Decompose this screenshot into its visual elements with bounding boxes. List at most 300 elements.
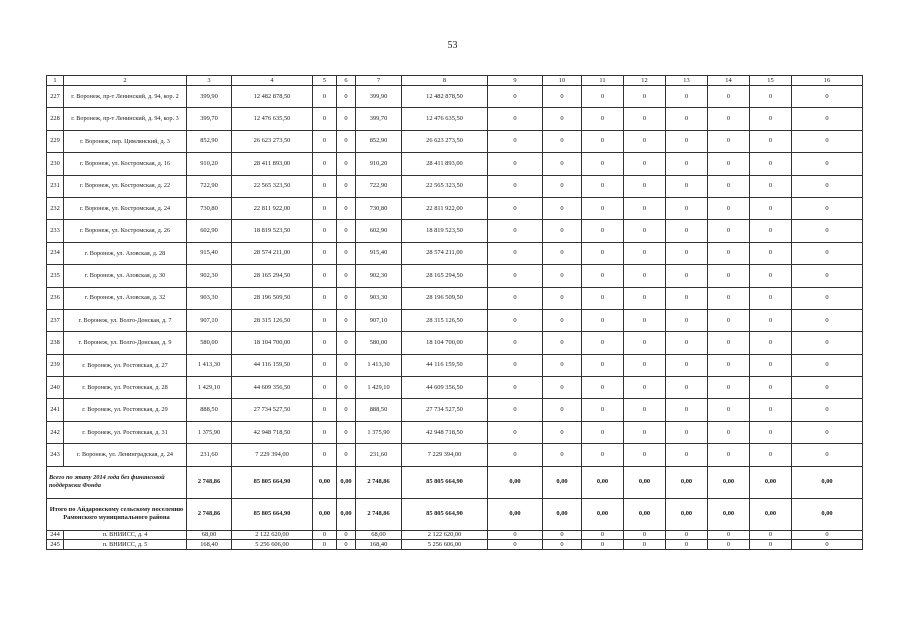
total-value: 0,00: [543, 498, 582, 530]
value-cell: 0: [666, 309, 708, 331]
value-cell: 1 375,90: [356, 421, 402, 443]
value-cell: 852,90: [187, 130, 232, 152]
value-cell: 0: [313, 287, 337, 309]
value-cell: 168,40: [356, 540, 402, 550]
value-cell: 0: [543, 220, 582, 242]
total-value: 0,00: [624, 466, 666, 498]
value-cell: 0: [582, 175, 624, 197]
value-cell: 0: [750, 530, 792, 540]
value-cell: 0: [543, 287, 582, 309]
value-cell: 18 104 700,00: [402, 332, 488, 354]
value-cell: 0: [337, 197, 356, 219]
total-value: 0,00: [313, 466, 337, 498]
value-cell: 0: [543, 175, 582, 197]
value-cell: 0: [624, 86, 666, 108]
value-cell: 0: [792, 197, 863, 219]
value-cell: 0: [750, 399, 792, 421]
value-cell: 18 819 523,50: [232, 220, 313, 242]
column-header: 15: [750, 76, 792, 86]
total-value: 0,00: [708, 466, 750, 498]
value-cell: 1 429,10: [356, 377, 402, 399]
value-cell: 28 196 509,50: [402, 287, 488, 309]
row-number: 241: [47, 399, 64, 421]
value-cell: 0: [488, 265, 543, 287]
value-cell: 0: [750, 309, 792, 331]
value-cell: 0: [708, 220, 750, 242]
value-cell: 907,10: [356, 309, 402, 331]
value-cell: 12 482 878,50: [232, 86, 313, 108]
value-cell: 0: [792, 153, 863, 175]
value-cell: 0: [313, 377, 337, 399]
value-cell: 0: [488, 354, 543, 376]
value-cell: 0: [666, 377, 708, 399]
value-cell: 12 476 635,50: [402, 108, 488, 130]
value-cell: 0: [624, 175, 666, 197]
value-cell: 0: [582, 377, 624, 399]
total-value: 2 748,86: [356, 498, 402, 530]
column-header: 4: [232, 76, 313, 86]
total-value: 85 805 664,90: [402, 498, 488, 530]
value-cell: 0: [337, 287, 356, 309]
value-cell: 0: [313, 332, 337, 354]
value-cell: 0: [543, 540, 582, 550]
total-value: 0,00: [750, 466, 792, 498]
page-number: 53: [447, 40, 458, 51]
row-number: 236: [47, 287, 64, 309]
value-cell: 0: [582, 287, 624, 309]
value-cell: 0: [792, 421, 863, 443]
value-cell: 0: [666, 530, 708, 540]
column-header: 7: [356, 76, 402, 86]
total-label: Всего по этапу 2014 года без финансовой поддержки Фонда: [47, 466, 187, 498]
value-cell: 0: [488, 153, 543, 175]
value-cell: 0: [666, 332, 708, 354]
value-cell: 1 413,30: [187, 354, 232, 376]
value-cell: 168,40: [187, 540, 232, 550]
value-cell: 0: [792, 354, 863, 376]
value-cell: 0: [624, 540, 666, 550]
value-cell: 0: [666, 287, 708, 309]
value-cell: 0: [582, 220, 624, 242]
value-cell: 0: [488, 108, 543, 130]
value-cell: 5 256 606,00: [232, 540, 313, 550]
address-cell: г. Воронеж, пр-т Ленинский, д. 94, кор. 2: [64, 86, 187, 108]
value-cell: 0: [708, 287, 750, 309]
value-cell: 0: [708, 242, 750, 264]
column-header: 13: [666, 76, 708, 86]
value-cell: 0: [488, 444, 543, 466]
value-cell: 231,60: [187, 444, 232, 466]
value-cell: 0: [708, 530, 750, 540]
value-cell: 602,90: [356, 220, 402, 242]
value-cell: 0: [708, 444, 750, 466]
value-cell: 0: [750, 220, 792, 242]
row-number: 242: [47, 421, 64, 443]
row-number: 228: [47, 108, 64, 130]
value-cell: 26 623 273,50: [232, 130, 313, 152]
value-cell: 0: [708, 421, 750, 443]
value-cell: 0: [750, 421, 792, 443]
value-cell: 0: [337, 108, 356, 130]
value-cell: 0: [750, 332, 792, 354]
value-cell: 0: [582, 197, 624, 219]
value-cell: 0: [337, 540, 356, 550]
value-cell: 0: [313, 540, 337, 550]
value-cell: 0: [708, 130, 750, 152]
value-cell: 399,90: [356, 86, 402, 108]
table-row: [47, 530, 863, 540]
value-cell: 0: [313, 399, 337, 421]
address-cell: г. Воронеж, ул. Ростовская, д. 27: [64, 354, 187, 376]
total-value: 0,00: [488, 466, 543, 498]
value-cell: 915,40: [187, 242, 232, 264]
value-cell: 22 811 922,00: [232, 197, 313, 219]
value-cell: 26 623 273,50: [402, 130, 488, 152]
address-cell: г. Воронеж, ул. Костромская, д. 22: [64, 175, 187, 197]
total-value: 0,00: [792, 466, 863, 498]
value-cell: 0: [792, 530, 863, 540]
value-cell: 0: [543, 530, 582, 540]
value-cell: 0: [337, 354, 356, 376]
total-row: [47, 498, 863, 530]
value-cell: 0: [582, 530, 624, 540]
value-cell: 18 104 700,00: [232, 332, 313, 354]
value-cell: 0: [624, 332, 666, 354]
value-cell: 852,90: [356, 130, 402, 152]
row-number: 227: [47, 86, 64, 108]
address-cell: г. Воронеж, ул. Костромская, д. 26: [64, 220, 187, 242]
value-cell: 0: [624, 287, 666, 309]
value-cell: 0: [337, 309, 356, 331]
value-cell: 907,10: [187, 309, 232, 331]
value-cell: 0: [750, 377, 792, 399]
table-row: [47, 108, 863, 130]
value-cell: 0: [666, 220, 708, 242]
value-cell: 888,50: [187, 399, 232, 421]
value-cell: 0: [543, 265, 582, 287]
table-row: [47, 444, 863, 466]
value-cell: 0: [543, 332, 582, 354]
value-cell: 730,80: [187, 197, 232, 219]
value-cell: 1 429,10: [187, 377, 232, 399]
value-cell: 722,90: [356, 175, 402, 197]
value-cell: 0: [313, 220, 337, 242]
value-cell: 0: [488, 220, 543, 242]
value-cell: 0: [666, 540, 708, 550]
value-cell: 0: [792, 242, 863, 264]
value-cell: 0: [624, 421, 666, 443]
value-cell: 0: [313, 444, 337, 466]
value-cell: 0: [488, 530, 543, 540]
address-cell: г. Воронеж, ул. Костромская, д. 16: [64, 153, 187, 175]
value-cell: 0: [337, 242, 356, 264]
address-cell: г. Воронеж, пр-т Ленинский, д. 94, кор. 3: [64, 108, 187, 130]
value-cell: 0: [488, 377, 543, 399]
value-cell: 0: [337, 377, 356, 399]
total-row: [47, 466, 863, 498]
table-row: [47, 265, 863, 287]
value-cell: 0: [792, 540, 863, 550]
row-number: 240: [47, 377, 64, 399]
value-cell: 0: [582, 265, 624, 287]
table-row: [47, 130, 863, 152]
value-cell: 0: [488, 421, 543, 443]
value-cell: 0: [337, 444, 356, 466]
value-cell: 18 819 523,50: [402, 220, 488, 242]
row-number: 233: [47, 220, 64, 242]
value-cell: 0: [708, 108, 750, 130]
value-cell: 68,00: [187, 530, 232, 540]
value-cell: 0: [582, 130, 624, 152]
value-cell: 0: [708, 175, 750, 197]
value-cell: 0: [488, 332, 543, 354]
address-cell: г. Воронеж, ул. Ростовская, д. 29: [64, 399, 187, 421]
value-cell: 0: [792, 220, 863, 242]
value-cell: 0: [750, 444, 792, 466]
value-cell: 28 411 893,00: [232, 153, 313, 175]
value-cell: 910,20: [356, 153, 402, 175]
value-cell: 0: [337, 399, 356, 421]
value-cell: 0: [708, 540, 750, 550]
value-cell: 0: [708, 309, 750, 331]
column-header: 8: [402, 76, 488, 86]
table-row: [47, 540, 863, 550]
value-cell: 0: [792, 265, 863, 287]
value-cell: 0: [666, 86, 708, 108]
value-cell: 0: [543, 354, 582, 376]
row-number: 244: [47, 530, 64, 540]
value-cell: 0: [543, 309, 582, 331]
value-cell: 2 122 620,00: [402, 530, 488, 540]
value-cell: 12 482 878,50: [402, 86, 488, 108]
value-cell: 0: [543, 377, 582, 399]
value-cell: 0: [337, 130, 356, 152]
value-cell: 0: [750, 175, 792, 197]
value-cell: 0: [543, 153, 582, 175]
value-cell: 42 948 718,50: [402, 421, 488, 443]
value-cell: 0: [624, 197, 666, 219]
value-cell: 7 229 394,00: [232, 444, 313, 466]
total-value: 0,00: [488, 498, 543, 530]
column-header: 9: [488, 76, 543, 86]
value-cell: 0: [543, 108, 582, 130]
value-cell: 7 229 394,00: [402, 444, 488, 466]
column-header: 3: [187, 76, 232, 86]
value-cell: 12 476 635,50: [232, 108, 313, 130]
value-cell: 0: [543, 421, 582, 443]
total-value: 85 805 664,90: [402, 466, 488, 498]
table-row: [47, 377, 863, 399]
value-cell: 0: [582, 86, 624, 108]
value-cell: 0: [708, 399, 750, 421]
total-value: 85 805 664,90: [232, 498, 313, 530]
value-cell: 0: [624, 130, 666, 152]
value-cell: 0: [792, 130, 863, 152]
value-cell: 0: [582, 108, 624, 130]
value-cell: 0: [313, 108, 337, 130]
value-cell: 0: [750, 86, 792, 108]
value-cell: 0: [337, 265, 356, 287]
value-cell: 0: [750, 265, 792, 287]
table-row: [47, 175, 863, 197]
table-row: [47, 399, 863, 421]
value-cell: 902,30: [187, 265, 232, 287]
value-cell: 28 165 294,50: [402, 265, 488, 287]
value-cell: 0: [337, 86, 356, 108]
table-row: [47, 287, 863, 309]
value-cell: 0: [666, 421, 708, 443]
value-cell: 0: [624, 220, 666, 242]
value-cell: 580,00: [356, 332, 402, 354]
value-cell: 44 116 159,50: [232, 354, 313, 376]
value-cell: 0: [582, 309, 624, 331]
table-row: [47, 309, 863, 331]
value-cell: 903,30: [356, 287, 402, 309]
value-cell: 0: [666, 399, 708, 421]
address-cell: г. Воронеж, ул. Волго-Донская, д. 7: [64, 309, 187, 331]
value-cell: 0: [582, 444, 624, 466]
row-number: 245: [47, 540, 64, 550]
row-number: 239: [47, 354, 64, 376]
value-cell: 0: [708, 354, 750, 376]
address-cell: г. Воронеж, пер. Цимлянский, д. 3: [64, 130, 187, 152]
value-cell: 0: [750, 130, 792, 152]
value-cell: 0: [488, 242, 543, 264]
value-cell: 0: [666, 153, 708, 175]
value-cell: 0: [313, 153, 337, 175]
value-cell: 0: [624, 399, 666, 421]
value-cell: 0: [624, 242, 666, 264]
value-cell: 0: [666, 108, 708, 130]
total-value: 2 748,86: [187, 466, 232, 498]
column-header: 10: [543, 76, 582, 86]
value-cell: 0: [708, 153, 750, 175]
value-cell: 2 122 620,00: [232, 530, 313, 540]
value-cell: 0: [543, 86, 582, 108]
value-cell: 0: [582, 354, 624, 376]
housing-program-table: [46, 75, 863, 550]
value-cell: 1 375,90: [187, 421, 232, 443]
address-cell: г. Воронеж, ул. Азовская, д. 32: [64, 287, 187, 309]
table-row: [47, 86, 863, 108]
value-cell: 0: [488, 540, 543, 550]
address-cell: г. Воронеж, ул. Ленинградская, д. 24: [64, 444, 187, 466]
row-number: 230: [47, 153, 64, 175]
total-value: 0,00: [313, 498, 337, 530]
value-cell: 44 609 356,50: [402, 377, 488, 399]
value-cell: 902,30: [356, 265, 402, 287]
value-cell: 602,90: [187, 220, 232, 242]
value-cell: 68,00: [356, 530, 402, 540]
value-cell: 0: [624, 265, 666, 287]
value-cell: 0: [313, 175, 337, 197]
value-cell: 0: [582, 153, 624, 175]
table-row: [47, 242, 863, 264]
value-cell: 0: [792, 444, 863, 466]
value-cell: 44 609 356,50: [232, 377, 313, 399]
value-cell: 22 565 323,50: [232, 175, 313, 197]
total-value: 2 748,86: [187, 498, 232, 530]
total-value: 0,00: [792, 498, 863, 530]
value-cell: 0: [792, 309, 863, 331]
total-value: 0,00: [624, 498, 666, 530]
table-header-row: [47, 76, 863, 86]
value-cell: 910,20: [187, 153, 232, 175]
value-cell: 0: [543, 197, 582, 219]
value-cell: 0: [666, 197, 708, 219]
total-value: 0,00: [543, 466, 582, 498]
value-cell: 0: [582, 421, 624, 443]
table-body: [47, 76, 863, 550]
value-cell: 28 196 509,50: [232, 287, 313, 309]
value-cell: 0: [337, 332, 356, 354]
value-cell: 28 165 294,50: [232, 265, 313, 287]
row-number: 235: [47, 265, 64, 287]
value-cell: 0: [543, 399, 582, 421]
address-cell: г. Воронеж, ул. Ростовская, д. 31: [64, 421, 187, 443]
value-cell: 915,40: [356, 242, 402, 264]
total-value: 0,00: [666, 466, 708, 498]
value-cell: 0: [488, 287, 543, 309]
value-cell: 0: [488, 309, 543, 331]
value-cell: 0: [750, 354, 792, 376]
value-cell: 0: [624, 309, 666, 331]
value-cell: 0: [337, 153, 356, 175]
value-cell: 22 565 323,50: [402, 175, 488, 197]
value-cell: 0: [313, 309, 337, 331]
value-cell: 0: [624, 354, 666, 376]
table-row: [47, 220, 863, 242]
value-cell: 0: [750, 197, 792, 219]
value-cell: 0: [792, 108, 863, 130]
value-cell: 231,60: [356, 444, 402, 466]
value-cell: 580,00: [187, 332, 232, 354]
total-value: 85 805 664,90: [232, 466, 313, 498]
value-cell: 0: [666, 354, 708, 376]
value-cell: 888,50: [356, 399, 402, 421]
total-value: 0,00: [582, 498, 624, 530]
value-cell: 0: [666, 265, 708, 287]
total-value: 0,00: [750, 498, 792, 530]
total-label: Итого по Айдаровскому сельскому поселению Рамонского муниципального района: [47, 498, 187, 530]
value-cell: 0: [624, 377, 666, 399]
value-cell: 0: [792, 377, 863, 399]
value-cell: 0: [666, 444, 708, 466]
value-cell: 0: [313, 530, 337, 540]
value-cell: 0: [313, 130, 337, 152]
row-number: 231: [47, 175, 64, 197]
value-cell: 27 734 527,50: [232, 399, 313, 421]
value-cell: 0: [708, 86, 750, 108]
value-cell: 0: [313, 86, 337, 108]
address-cell: г. Воронеж, ул. Волго-Донская, д. 9: [64, 332, 187, 354]
value-cell: 28 574 211,00: [402, 242, 488, 264]
value-cell: 903,30: [187, 287, 232, 309]
value-cell: 0: [582, 399, 624, 421]
value-cell: 0: [624, 108, 666, 130]
value-cell: 22 811 922,00: [402, 197, 488, 219]
value-cell: 0: [313, 265, 337, 287]
row-number: 243: [47, 444, 64, 466]
value-cell: 730,80: [356, 197, 402, 219]
value-cell: 0: [624, 153, 666, 175]
total-value: 0,00: [582, 466, 624, 498]
value-cell: 0: [750, 153, 792, 175]
value-cell: 399,70: [356, 108, 402, 130]
total-value: 0,00: [708, 498, 750, 530]
total-value: 0,00: [337, 466, 356, 498]
column-header: 1: [47, 76, 64, 86]
